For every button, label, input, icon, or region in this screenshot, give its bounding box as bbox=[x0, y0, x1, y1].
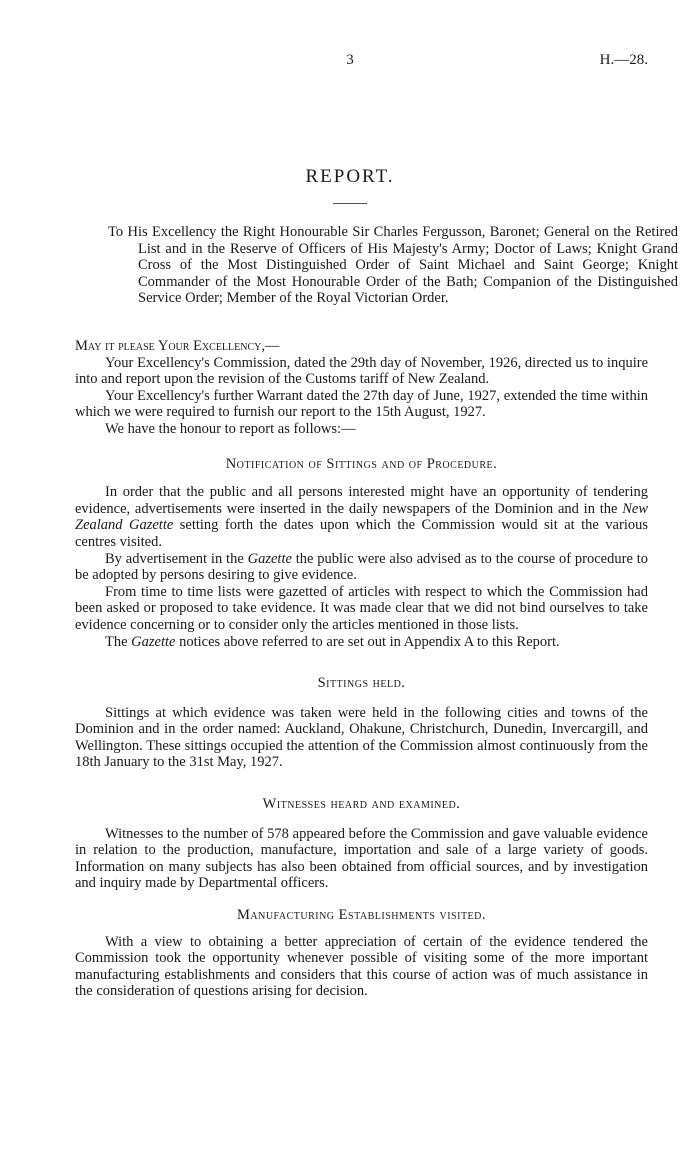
address-block: To His Excellency the Right Honourable Sir Charles Fergusson, Baronet; General on the Retired List and in the Reserve of Officers of His Majesty's Army; Doctor of Laws; Knight Grand Cross of the Most Distinguished Order of Saint Michael and Saint George; Knight Commander of the Most Honourable Order of the Bath; Companion of the Distinguished Service Order; Member of the Royal Victorian Order. bbox=[108, 224, 678, 307]
paragraph: From time to time lists were gazetted of articles with respect to which the Commission had been asked or proposed to take evidence. It was made clear that we did not bind ourselves to take evidence concerning or to consider only the articles mentioned in those lists. bbox=[75, 583, 648, 633]
title-divider bbox=[333, 203, 367, 204]
document-reference: H.—28. bbox=[599, 52, 648, 68]
page-number: 3 bbox=[346, 52, 354, 68]
paragraph: With a view to obtaining a better appreciation of certain of the evidence tendered the Commission took the opportunity whenever possible of visiting some of the more important manufacturing establishments and considers that this course of action was of much assistance in the consideration of questions arising for decision. bbox=[75, 933, 648, 1000]
section-heading: Sittings held. bbox=[317, 675, 406, 692]
paragraph: By advertisement in the Gazette the public were also advised as to the course of procedure to be adopted by persons desiring to give evidence. bbox=[75, 550, 648, 584]
section-heading: Notification of Sittings and of Procedure. bbox=[225, 455, 498, 472]
paragraph: In order that the public and all persons interested might have an opportunity of tendering evidence, advertisements were inserted in the daily newspapers of the Dominion and in the New Zealand Gazette setting forth the dates upon which the Commission would sit at the various centres visited. bbox=[75, 484, 648, 550]
paragraph: Your Excellency's further Warrant dated the 27th day of June, 1927, extended the time within which we were required to furnish our report to the 15th August, 1927. bbox=[75, 387, 648, 421]
section-heading: Manufacturing Establishments visited. bbox=[236, 907, 487, 924]
report-title: REPORT. bbox=[305, 166, 395, 187]
report-body bbox=[75, 338, 648, 1000]
paragraph: Witnesses to the number of 578 appeared before the Commission and gave valuable evidence in relation to the production, manufacture, importation and sale of a large variety of goods. Information on many subjects has also been obtained from official sources, and by investigation and inquiry made by Departmental officers. bbox=[75, 825, 648, 892]
paragraph: The Gazette notices above referred to are set out in Appendix A to this Report. bbox=[105, 633, 560, 650]
section-heading: Witnesses heard and examined. bbox=[262, 796, 461, 813]
salutation: May it please Your Excellency,— bbox=[75, 338, 280, 354]
paragraph: Sittings at which evidence was taken were held in the following cities and towns of the Dominion and in the order named: Auckland, Ohakune, Christchurch, Dunedin, Invercargill, and Wellington. These sittings occupied the attention of the Commission almost continuously from the 18th January to the 31st May, 1927. bbox=[75, 704, 648, 771]
paragraph: Your Excellency's Commission, dated the 29th day of November, 1926, directed us to inquire into and report upon the revision of the Customs tariff of New Zealand. bbox=[75, 354, 648, 388]
paragraph: We have the honour to report as follows:— bbox=[105, 420, 356, 437]
